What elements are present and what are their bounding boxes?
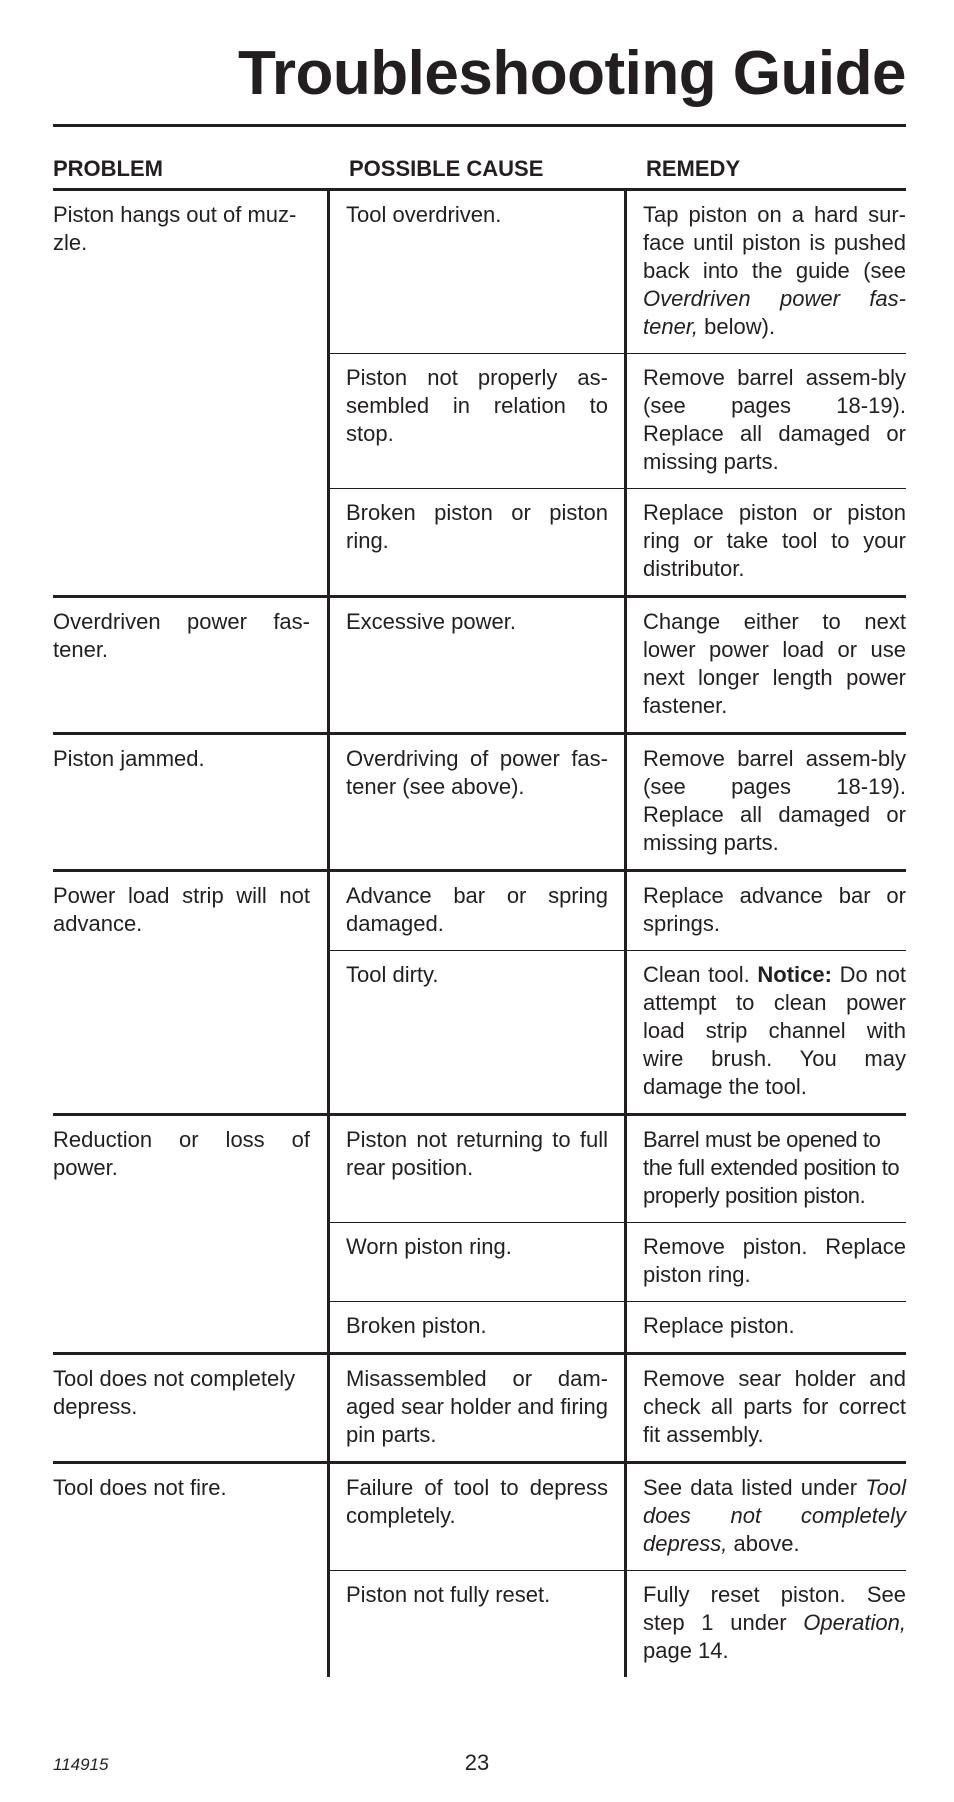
remedy-text-part: page 14. bbox=[643, 1638, 729, 1663]
cause-list bbox=[330, 598, 906, 732]
cause-text: Broken piston. bbox=[346, 1313, 487, 1338]
cause-row bbox=[330, 1222, 906, 1301]
header-problem: PROBLEM bbox=[53, 156, 163, 181]
cause-row bbox=[330, 1570, 906, 1677]
problem-cell bbox=[53, 598, 330, 732]
cause-text: Tool overdriven. bbox=[346, 202, 502, 227]
header-remedy: REMEDY bbox=[646, 156, 741, 181]
cause-cell bbox=[330, 1570, 627, 1677]
problem-text: Power load strip will not advance. bbox=[53, 883, 310, 936]
remedy-cell bbox=[627, 1222, 906, 1301]
problem-group bbox=[53, 735, 906, 872]
cause-row bbox=[330, 735, 906, 869]
remedy-text-part: below). bbox=[698, 314, 776, 339]
remedy-text-part: Tap piston on a hard sur-face until piston is pushed back into the guide (see bbox=[643, 202, 906, 283]
problem-cell bbox=[53, 191, 330, 595]
remedy-text: Replace piston or piston ring or take tool to your distributor. bbox=[643, 500, 906, 581]
cause-cell bbox=[330, 950, 627, 1113]
table-header bbox=[53, 146, 906, 191]
remedy-text: Change either to next lower power load or use next longer length power fastener. bbox=[643, 609, 906, 718]
cause-row bbox=[330, 488, 906, 595]
remedy-text-part: above. bbox=[727, 1531, 800, 1556]
remedy-text-part: Clean tool. bbox=[643, 962, 758, 987]
problem-text: Overdriven power fas-tener. bbox=[53, 609, 310, 662]
problem-cell bbox=[53, 1116, 330, 1352]
page-title: Troubleshooting Guide bbox=[237, 39, 906, 108]
problem-group bbox=[53, 1464, 906, 1677]
cause-cell bbox=[330, 598, 627, 732]
cause-text: Piston not fully reset. bbox=[346, 1582, 551, 1607]
title-divider bbox=[53, 124, 906, 127]
problem-text: Tool does not completely depress. bbox=[53, 1366, 296, 1419]
document-code: 114915 bbox=[53, 1755, 109, 1774]
remedy-text: Replace advance bar or springs. bbox=[643, 883, 906, 936]
problem-group bbox=[53, 872, 906, 1116]
cause-list bbox=[330, 735, 906, 869]
cause-row bbox=[330, 1355, 906, 1461]
remedy-cell bbox=[627, 353, 906, 488]
problem-text: Reduction or loss of power. bbox=[53, 1127, 310, 1180]
cause-text: Worn piston ring. bbox=[346, 1234, 512, 1259]
cause-list bbox=[330, 1116, 906, 1352]
cause-text: Overdriving of power fas-tener (see above). bbox=[346, 746, 608, 799]
cause-text: Piston not returning to full rear position. bbox=[346, 1127, 608, 1180]
remedy-text-part: Do not attempt to clean power load strip channel with wire brush. You may damage the tool. bbox=[643, 962, 906, 1099]
remedy-cell bbox=[627, 950, 906, 1113]
cause-row bbox=[330, 1464, 906, 1570]
cause-row bbox=[330, 191, 906, 353]
remedy-cell bbox=[627, 1570, 906, 1677]
remedy-cell bbox=[627, 872, 906, 950]
problem-text: Tool does not fire. bbox=[53, 1475, 227, 1500]
remedy-cell bbox=[627, 735, 906, 869]
cause-cell bbox=[330, 872, 627, 950]
cause-row bbox=[330, 1116, 906, 1222]
cause-cell bbox=[330, 353, 627, 488]
remedy-text: Replace piston. bbox=[643, 1313, 795, 1338]
cause-cell bbox=[330, 1222, 627, 1301]
cause-row bbox=[330, 872, 906, 950]
problem-group bbox=[53, 598, 906, 735]
cause-text: Excessive power. bbox=[346, 609, 516, 634]
notice-label: Notice: bbox=[757, 962, 832, 987]
cause-cell bbox=[330, 1355, 627, 1461]
cause-cell bbox=[330, 735, 627, 869]
page-number: 23 bbox=[464, 1750, 490, 1775]
cause-cell bbox=[330, 488, 627, 595]
remedy-text-part: Fully reset piston. See step 1 under bbox=[643, 1582, 906, 1635]
remedy-text bbox=[643, 1581, 906, 1665]
remedy-cell bbox=[627, 598, 906, 732]
remedy-text-emphasis: Operation, bbox=[803, 1610, 906, 1635]
cause-text: Broken piston or piston ring. bbox=[346, 500, 608, 553]
cause-text: Failure of tool to depress completely. bbox=[346, 1475, 608, 1528]
cause-row bbox=[330, 598, 906, 732]
cause-cell bbox=[330, 1116, 627, 1222]
cause-cell bbox=[330, 191, 627, 353]
problem-cell bbox=[53, 1464, 330, 1677]
cause-text: Piston not properly as-sembled in relation to stop. bbox=[346, 365, 608, 446]
cause-list bbox=[330, 1355, 906, 1461]
cause-cell bbox=[330, 1301, 627, 1352]
cause-text: Advance bar or spring damaged. bbox=[346, 883, 608, 936]
remedy-text bbox=[643, 961, 906, 1101]
header-possible-cause: POSSIBLE CAUSE bbox=[349, 156, 544, 181]
problem-group bbox=[53, 191, 906, 598]
cause-text: Misassembled or dam-aged sear holder and firing pin parts. bbox=[346, 1366, 608, 1447]
remedy-text: Remove barrel assem-bly (see pages 18-19). Replace all damaged or missing parts. bbox=[643, 365, 906, 474]
remedy-cell bbox=[627, 191, 906, 353]
problem-group bbox=[53, 1355, 906, 1464]
problem-cell bbox=[53, 1355, 330, 1461]
remedy-cell bbox=[627, 1355, 906, 1461]
remedy-text-emphasis: Tool does not completely depress, bbox=[643, 1475, 906, 1556]
remedy-text: Barrel must be opened to the full extended position to properly position piston. bbox=[643, 1127, 900, 1208]
problem-text: Piston jammed. bbox=[53, 746, 205, 771]
remedy-text: Remove barrel assem-bly (see pages 18-19). Replace all damaged or missing parts. bbox=[643, 746, 906, 855]
remedy-text-emphasis: Overdriven power fas-tener, bbox=[643, 286, 906, 339]
remedy-cell bbox=[627, 1464, 906, 1570]
remedy-cell bbox=[627, 1116, 906, 1222]
cause-list bbox=[330, 1464, 906, 1677]
cause-row bbox=[330, 353, 906, 488]
problem-text: Piston hangs out of muz-zle. bbox=[53, 202, 297, 255]
remedy-text: Remove sear holder and check all parts for correct fit assembly. bbox=[643, 1366, 906, 1447]
cause-list bbox=[330, 872, 906, 1113]
remedy-text bbox=[643, 1474, 906, 1558]
problem-cell bbox=[53, 872, 330, 1113]
cause-cell bbox=[330, 1464, 627, 1570]
cause-text: Tool dirty. bbox=[346, 962, 439, 987]
cause-row bbox=[330, 1301, 906, 1352]
cause-list bbox=[330, 191, 906, 595]
cause-row bbox=[330, 950, 906, 1113]
problem-cell bbox=[53, 735, 330, 869]
remedy-text bbox=[643, 201, 906, 341]
troubleshooting-table bbox=[53, 146, 906, 1677]
remedy-cell bbox=[627, 1301, 906, 1352]
remedy-text: Remove piston. Replace piston ring. bbox=[643, 1234, 906, 1287]
problem-group bbox=[53, 1116, 906, 1355]
remedy-cell bbox=[627, 488, 906, 595]
remedy-text-part: See data listed under bbox=[643, 1475, 866, 1500]
